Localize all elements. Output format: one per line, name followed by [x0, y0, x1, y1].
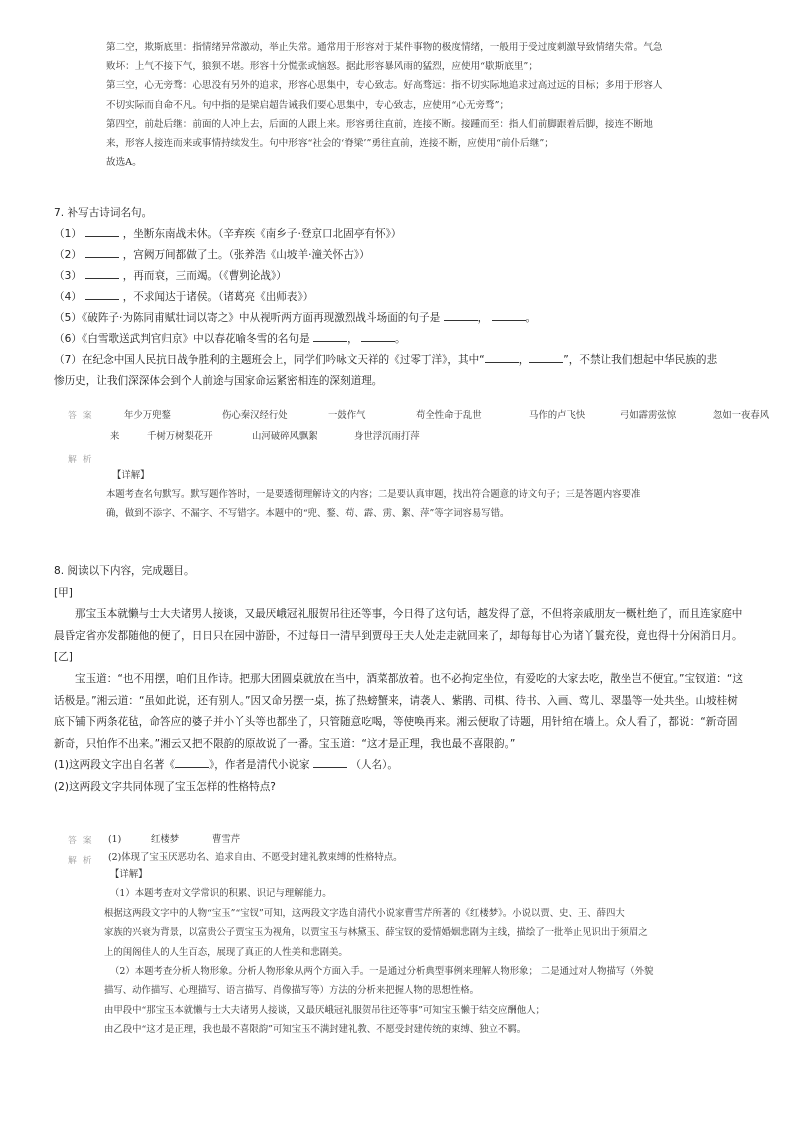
explanation-line: 败坏：上气不接下气，狼狈不堪。形容十分慌张或恼怒。据此形容暴风雨的猛烈，应使用“歇斯底里”；: [106, 61, 538, 73]
passage-yi: 宝玉道：“也不用摆，咱们且作诗。把那大团圆桌就放在当中，酒菜都放着。也不必拘定坐位，有爱吃的大家去吃，散坐岂不便宜。”宝钗道：“这话极是。”湘云道：“虽如此说，还有别人。”因又命另摆一桌，拣了热螃蟹来，请袭人、紫鹃、司棋、待书、入画、莺儿、翠墨等一处共坐。山坡桂树底下铺下两条花毡，命答应的婆子并小丫头等也都坐了，只管随意吃喝，等使唤再来。湘云便取了诗题，用针绾在墙上。众人看了，都说：“新奇固新奇，只怕作不出来。”湘云又把不限韵的原故说了一番。宝玉道：“这才是正理，我也最不喜限韵。”: [54, 672, 743, 750]
answer-item: 曹雪芹: [211, 834, 241, 845]
detail-heading: 【详解】: [110, 869, 148, 880]
item-number: （4）: [54, 291, 82, 303]
previous-explanation: [106, 38, 726, 172]
explain-label: 解析: [68, 856, 98, 866]
explanation-line: （2）本题考查分析人物形象。分析人物形象从两个方面入手。一是通过分析典型事例来理解人物形象； 二是通过对人物描写（外貌: [110, 966, 654, 978]
explanation-line: 第四空，前赴后继：前面的人冲上去，后面的人跟上来。形容勇往直前，连接不断。接踵而至：指人们前脚跟着后脚，接连不断地: [106, 118, 653, 130]
sub-question: (2)这两段文字共同体现了宝玉怎样的性格特点?: [54, 780, 276, 793]
sub-question-text: （人名）。: [350, 759, 399, 772]
answer-item: 弓如霹雳弦惊: [619, 410, 677, 421]
question-item: 惨历史，让我们深深体会到个人前途与国家命运紧密相连的深刻道理。: [54, 375, 383, 387]
punctuation: 。: [395, 333, 406, 345]
sub-question: [54, 755, 744, 777]
question-item: [54, 329, 744, 350]
item-number: （3）: [54, 270, 82, 282]
answer-row: [110, 426, 740, 447]
question-item: [54, 308, 744, 329]
answer-blank: [85, 289, 119, 300]
answer-item: 山河破碎风飘絮: [251, 431, 318, 442]
answer-blank: [85, 226, 119, 237]
explanation-line: 不切实际而自命不凡。句中指的是梁启超告诫我们要心思集中，专心致志，应使用“心无旁骛”；: [106, 99, 510, 111]
answer-item: 一鼓作气: [327, 410, 366, 421]
question-item: [54, 245, 744, 266]
explanation-8: [104, 865, 740, 1040]
explain-label: 解析: [68, 455, 98, 465]
answer-line: (2)体现了宝玉厌恶功名、追求自由、不愿受封建礼教束缚的性格特点。: [108, 852, 403, 863]
answer-item: 苟全性命于乱世: [415, 410, 482, 421]
answer-blank: [361, 331, 395, 342]
question-item: [54, 287, 744, 308]
question-item: [54, 266, 744, 287]
explanation-line: 由甲段中“那宝玉本就懒与士大夫诸男人接谈，又最厌峨冠礼服贺吊往还等事”可知宝玉懒于结交应酬他人；: [104, 1004, 545, 1016]
answer-item: 红楼梦: [150, 834, 180, 845]
punctuation: ，: [518, 354, 530, 366]
item-text: ，坐断东南战未休。（辛弃疾《南乡子·登京口北固亭有怀》）: [122, 228, 402, 240]
answer-blank: [492, 310, 526, 321]
answer-number: (1): [108, 834, 122, 845]
explanation-line: 本题考查名句默写。默写题作答时，一是要透彻理解诗文的内容；二是要认真审题，找出符合题意的诗文句子；三是答题内容要准: [106, 489, 641, 500]
question-8: [54, 561, 744, 799]
explanation-line: （1）本题考查对文学常识的积累、识记与理解能力。: [110, 888, 332, 900]
section-marker: [甲]: [54, 586, 73, 599]
punctuation: ，: [477, 312, 489, 324]
sub-question-text: 》，作者是清代小说家: [208, 759, 310, 772]
explanation-line: 上的闺阁佳人的人生百态，展现了真正的人性美和悲剧美。: [104, 946, 348, 958]
question-title: 8. 阅读以下内容，完成题目。: [54, 565, 195, 577]
explanation-line: 由乙段中“这才是正理，我也最不喜限韵”可知宝玉不满封建礼教、不愿受封建传统的束缚、独立不羁。: [104, 1024, 527, 1036]
item-text: ”，不禁让我们想起中华民族的悲: [563, 354, 718, 366]
answer-row: [110, 405, 770, 426]
explanation-line: 描写、动作描写、心理描写、语言描写、肖像描写等）方法的分析来把握人物的思想性格。: [104, 985, 480, 997]
punctuation: 。: [525, 312, 537, 324]
item-number: （2）: [54, 249, 82, 261]
answer-8: [108, 831, 738, 867]
answer-item: 身世浮沉雨打萍: [353, 431, 420, 442]
passage-jia: 那宝玉本就懒与士大夫诸男人接谈，又最厌峨冠礼服贺吊往还等事，今日得了这句话，越发得了意，不但将亲戚朋友一概杜绝了，而且连家庭中晨昏定省亦发都随他的便了，日日只在园中游卧，不过每日一清早到贾母王夫人处走走就回来了，却每每甘心为诸丫鬟充役，竟也得十分闲消日月。: [54, 608, 743, 642]
question-7: [54, 203, 744, 392]
answer-line: [108, 831, 738, 849]
answer-item: 伤心秦汉经行处: [221, 410, 288, 421]
answer-item: 来: [110, 431, 120, 442]
section-marker: [乙]: [54, 651, 73, 664]
explanation-line: 确，做到不添字、不漏字、不写错字。本题中的“兜、鍪、苟、霹、雳、絮、萍”等字词容易写错。: [106, 508, 510, 519]
explanation-line: 根据这两段文字中的人物“宝玉”“宝钗”可知，这两段文字选自清代小说家曹雪芹所著的《红楼梦》。小说以贾、史、王、薛四大: [104, 907, 625, 919]
answer-item: 马作的卢飞快: [528, 410, 586, 421]
answer-blank: [529, 352, 563, 363]
answer-blank: [444, 310, 478, 321]
item-text: ，不求闻达于诸侯。（诸葛亮《出师表》）: [122, 291, 314, 303]
item-text: （5）《破阵子·为陈同甫赋壮词以寄之》中从视听两方面再现激烈战斗场面的句子是: [54, 312, 441, 324]
answer-blank: [485, 352, 519, 363]
answer-label: 答案: [68, 411, 98, 421]
answer-blank: [85, 247, 119, 258]
answer-item: 千树万树梨花开: [146, 431, 213, 442]
answer-blank: [175, 757, 209, 768]
explanation-line: 故选A。: [106, 157, 142, 169]
item-text: （7）在纪念中国人民抗日战争胜利的主题班会上，同学们吟咏文天祥的《过零丁洋》，其中“: [54, 354, 485, 366]
answer-blank: [85, 268, 119, 279]
answer-blank: [313, 331, 347, 342]
detail-heading: 【详解】: [112, 470, 150, 481]
item-text: ，宫阙万间都做了土。（张养浩《山坡羊·潼关怀古》）: [122, 249, 370, 261]
question-title: 7. 补写古诗词名句。: [54, 207, 153, 219]
explanation-7: [106, 466, 736, 523]
answer-item: 年少万兜鍪: [124, 410, 171, 421]
answer-item: 忽如一夜春风: [712, 410, 770, 421]
answer-label: 答案: [68, 836, 98, 846]
explanation-line: 来，形容人接连而来或事情持续发生。句中形容“社会的‘脊梁’”勇往直前，连接不断，应使用“前仆后继”；: [106, 138, 554, 150]
answer-7: [110, 405, 770, 447]
question-item: [54, 350, 744, 371]
punctuation: ，: [347, 333, 358, 345]
explanation-line: 家族的兴衰为背景，以富贵公子贾宝玉为视角，以贾宝玉与林黛玉、薛宝钗的爱情婚姻悲剧为主线，描绘了一批举止见识出于须眉之: [104, 927, 648, 939]
question-item: [54, 224, 744, 245]
item-number: （1）: [54, 228, 82, 240]
item-text: ，再而衰，三而竭。（《曹刿论战》）: [122, 270, 287, 282]
explanation-line: 第二空，欺斯底里：指情绪异常激动，举止失常。通常用于形容对于某件事物的极度情绪，一般用于受过度刺激导致情绪失常。气急: [106, 42, 663, 53]
explanation-line: 第三空，心无旁骛：心思没有另外的追求，形容心思集中，专心致志。好高骛远：指不切实际地追求过高过远的目标；多用于形容人: [106, 80, 663, 92]
sub-question-text: (1)这两段文字出自名著《: [54, 759, 175, 772]
item-text: （6）《白雪歌送武判官归京》中以春花喻冬雪的名句是: [54, 333, 310, 345]
answer-blank: [313, 757, 347, 768]
